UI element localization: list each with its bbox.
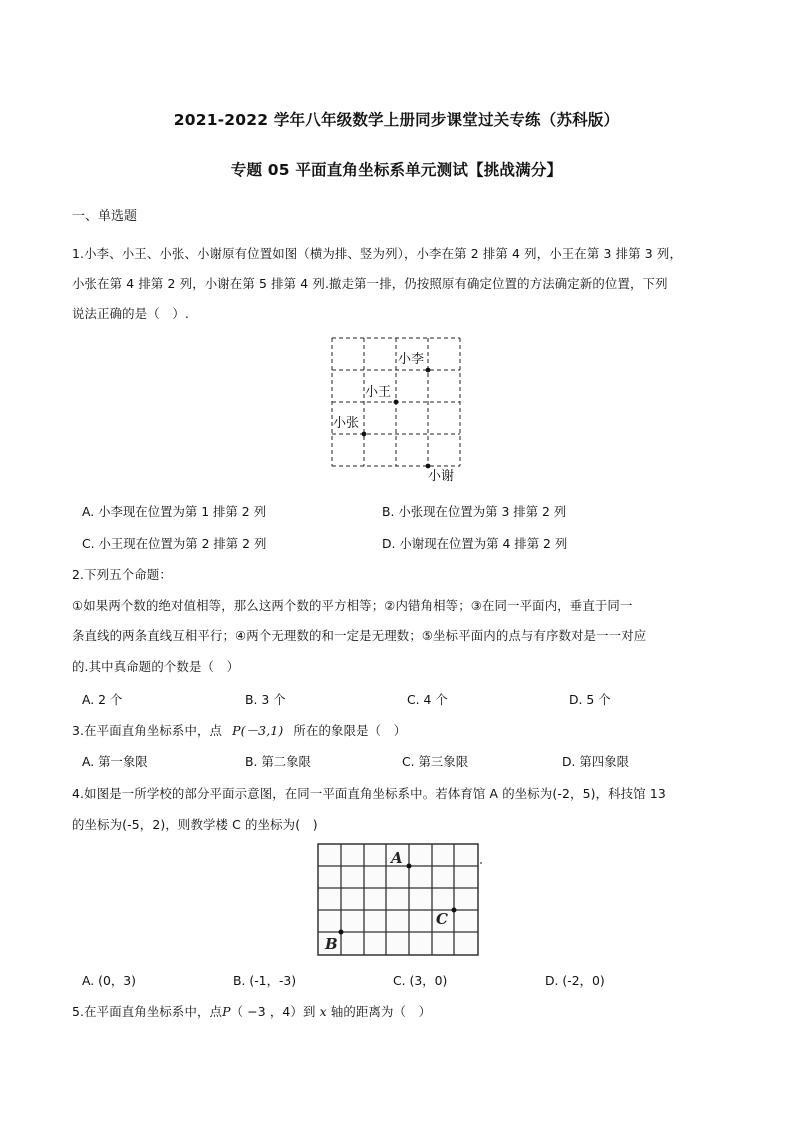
q5-suffix: 轴的距离为（ ） [330, 1004, 432, 1019]
li-point [426, 368, 431, 373]
q2-option-d[interactable]: D. 5 个 [569, 692, 611, 707]
q3-suffix: 所在的象限是（ ） [293, 723, 407, 738]
q3-option-c[interactable]: C. 第三象限 [402, 754, 469, 769]
label-a: A [391, 849, 403, 867]
q2-option-a[interactable]: A. 2 个 [82, 692, 123, 707]
label-xie: 小谢 [428, 469, 455, 483]
q2-option-c[interactable]: C. 4 个 [407, 692, 448, 707]
q1-option-a[interactable]: A. 小李现在位置为第 1 排第 2 列 [82, 504, 266, 519]
q4-option-a[interactable]: A. (0，3) [82, 973, 136, 988]
label-b: B [325, 935, 338, 953]
q5-text [72, 1002, 431, 1020]
label-wang: 小王 [365, 385, 392, 400]
q4-text-line-2: 的坐标为(-5，2)，则教学楼 C 的坐标为( ) [72, 817, 318, 832]
label-c: C [436, 910, 448, 928]
q2-text-line-1: 2.下列五个命题： [72, 567, 172, 582]
q3-prefix: 3.在平面直角坐标系中，点 [72, 723, 223, 738]
q4-option-b[interactable]: B. (-1，-3) [233, 973, 297, 988]
q2-option-b[interactable]: B. 3 个 [245, 692, 286, 707]
q2-text-line-2: ①如果两个数的绝对值相等，那么这两个数的平方相等；②内错角相等；③在同一平面内，垂直于同一 [72, 598, 633, 613]
section-heading: 一、单选题 [72, 209, 138, 224]
q2-text-line-4: 的.其中真命题的个数是（ ） [72, 659, 240, 674]
q2-text-line-3: 条直线的两条直线互相平行；④两个无理数的和一定是无理数；⑤坐标平面内的点与有序数对是一一对应 [72, 628, 647, 643]
label-li: 小李 [398, 352, 425, 367]
q3-option-d[interactable]: D. 第四象限 [562, 754, 629, 769]
q3-point: P(－3,1) [232, 723, 284, 738]
q5-mid: 到 [302, 1004, 316, 1019]
point-a [407, 864, 412, 869]
wang-point [394, 400, 399, 405]
q4-option-c[interactable]: C. (3，0) [393, 973, 448, 988]
xie-point [426, 464, 431, 469]
q1-text-line-2: 小张在第 4 排第 2 列，小谢在第 5 排第 4 列.撤走第一排，仍按照原有确定位置的方法确定新的位置，下列 [72, 276, 668, 291]
point-b [339, 930, 344, 935]
q3-option-b[interactable]: B. 第二象限 [245, 754, 311, 769]
q5-prefix: 5.在平面直角坐标系中，点 [72, 1004, 223, 1019]
q1-seating-grid-figure [325, 333, 475, 483]
point-c [452, 908, 457, 913]
label-zhang: 小张 [333, 416, 360, 431]
q1-text-line-1: 1.小李、小王、小张、小谢原有位置如图（横为排、竖为列），小李在第 2 排第 4 列，小王在第 3 排第 3 列， [72, 246, 683, 261]
document-subtitle: 专题 05 平面直角坐标系单元测试【挑战满分】 [230, 161, 563, 179]
q1-option-c[interactable]: C. 小王现在位置为第 2 排第 2 列 [82, 536, 267, 551]
q5-coords: （ −3 ，4） [230, 1004, 303, 1019]
q1-text-line-3: 说法正确的是（ ）. [72, 306, 189, 321]
q4-option-d[interactable]: D. (-2，0) [545, 973, 605, 988]
q5-axis-letter: x [319, 1004, 327, 1019]
q1-option-d[interactable]: D. 小谢现在位置为第 4 排第 2 列 [382, 536, 568, 551]
q3-text [72, 721, 406, 739]
q4-text-line-1: 4.如图是一所学校的部分平面示意图，在同一平面直角坐标系中。若体育馆 A 的坐标为(-2，5)，科技馆 13 [72, 786, 666, 801]
q3-option-a[interactable]: A. 第一象限 [82, 754, 148, 769]
document-title: 2021-2022 学年八年级数学上册同步课堂过关专练（苏科版） [173, 111, 620, 129]
q1-option-b[interactable]: B. 小张现在位置为第 3 排第 2 列 [382, 504, 567, 519]
zhang-point [362, 432, 367, 437]
q4-school-map-figure [316, 841, 484, 959]
q5-point-letter: P [222, 1004, 231, 1019]
